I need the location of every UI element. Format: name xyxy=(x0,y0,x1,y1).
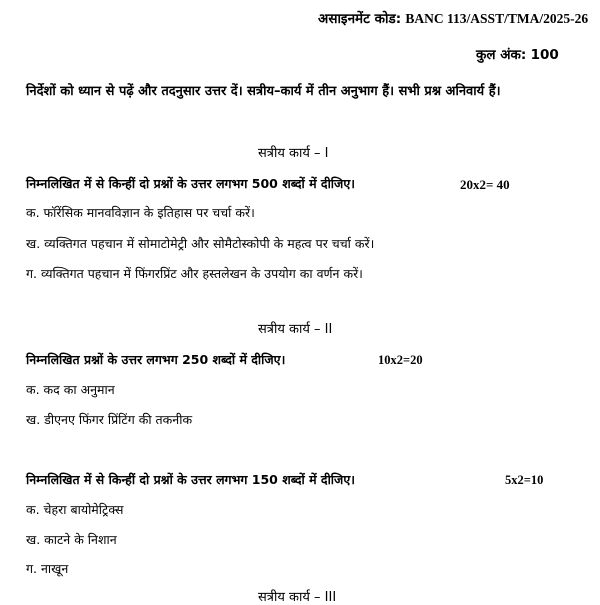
total-marks-value: 100 xyxy=(530,47,559,63)
section-2-part-a-question-a: क. कद का अनुमान xyxy=(26,382,115,397)
section-2-part-b-question-a: क. चेहरा बायोमेट्रिक्स xyxy=(26,502,124,517)
section-2-title: सत्रीय कार्य – II xyxy=(258,322,333,337)
section-2-part-b-question-b: ख. काटने के निशान xyxy=(26,532,117,547)
assignment-code-value: BANC 113/ASST/TMA/2025-26 xyxy=(405,11,589,26)
section-2-part-a-prompt: निम्नलिखित प्रश्नों के उत्तर लगभग 250 शब्दों में दीजिए। xyxy=(26,352,286,367)
section-1-question-a: क. फॉरेंसिक मानवविज्ञान के इतिहास पर चर्चा करें। xyxy=(26,205,255,220)
section-1-title: सत्रीय कार्य – I xyxy=(258,146,329,161)
section-1-question-b: ख. व्यक्तिगत पहचान में सोमाटोमेट्री और सोमैटोस्कोपी के महत्व पर चर्चा करें। xyxy=(26,236,375,251)
section-3-title: सत्रीय कार्य – III xyxy=(258,590,337,605)
section-2-part-a-question-b: ख. डीएनए फिंगर प्रिंटिंग की तकनीक xyxy=(26,412,193,427)
assignment-code xyxy=(318,12,588,27)
section-1-marks: 20x2= 40 xyxy=(460,177,510,192)
section-1-question-c: ग. व्यक्तिगत पहचान में फिंगरप्रिंट और हस्तलेखन के उपयोग का वर्णन करें। xyxy=(26,266,363,281)
total-marks-label: कुल अंक: xyxy=(476,47,527,63)
section-1-prompt: निम्नलिखित में से किन्हीं दो प्रश्नों के उत्तर लगभग 500 शब्दों में दीजिए। xyxy=(26,176,355,191)
section-2-part-b-marks: 5x2=10 xyxy=(505,473,544,487)
instructions: निर्देशों को ध्यान से पढ़ें और तदनुसार उत्तर दें। सत्रीय–कार्य में तीन अनुभाग हैं। सभी प्रश्न अनिवार्य हैं। xyxy=(26,84,501,99)
assignment-code-label: असाइनमेंट कोड: xyxy=(318,11,402,27)
section-2-part-b-question-c: ग. नाखून xyxy=(26,561,69,576)
section-2-part-b-prompt: निम्नलिखित में से किन्हीं दो प्रश्नों के उत्तर लगभग 150 शब्दों में दीजिए। xyxy=(26,472,355,487)
total-marks xyxy=(476,49,559,63)
section-2-part-a-marks: 10x2=20 xyxy=(378,353,423,367)
